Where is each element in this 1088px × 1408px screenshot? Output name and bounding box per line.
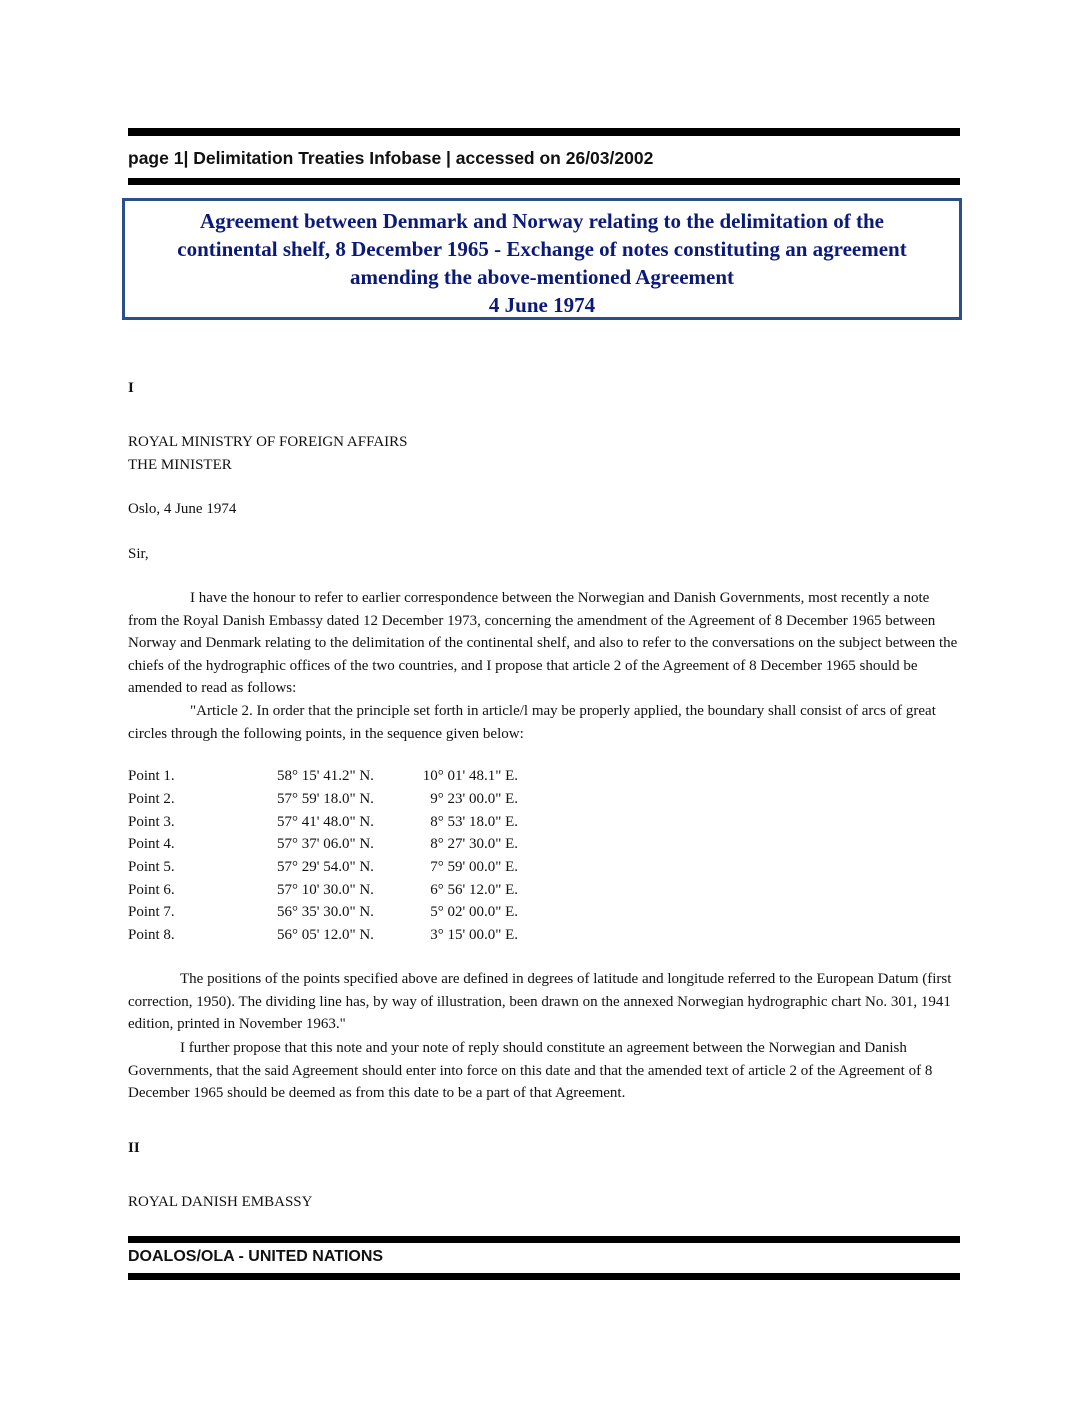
point-latitude: 57° 10' 30.0" N.: [277, 882, 374, 898]
point-latitude: 56° 35' 30.0" N.: [277, 904, 374, 920]
point-longitude: 7° 59' 00.0" E.: [430, 859, 518, 875]
point-latitude: 58° 15' 41.2" N.: [277, 768, 374, 784]
point-longitude: 8° 27' 30.0" E.: [430, 836, 518, 852]
paragraph-2: [128, 700, 962, 745]
point-longitude: 5° 02' 00.0" E.: [430, 904, 518, 920]
point-longitude: 9° 23' 00.0" E.: [430, 791, 518, 807]
paragraph-1: [128, 587, 962, 700]
point-latitude: 57° 29' 54.0" N.: [277, 859, 374, 875]
point-latitude: 57° 41' 48.0" N.: [277, 814, 374, 830]
point-label: Point 5.: [128, 859, 175, 875]
document-title-box: [122, 198, 962, 320]
point-row: [128, 833, 548, 856]
sender-line-1: ROYAL MINISTRY OF FOREIGN AFFAIRS: [128, 434, 408, 450]
footer-top-rule: [128, 1236, 960, 1243]
paragraph-4-text: I further propose that this note and your note of reply should constitute an agreement between the Norwegian and Danish Governments, that the said Agreement should enter into force on this date and that the amended text of article 2 of the Agreement of 8 December 1965 should be deemed as from this date to be a part of that Agreement.: [128, 1040, 933, 1102]
sender-line-2: THE MINISTER: [128, 457, 232, 473]
section-numeral-2: II: [128, 1140, 140, 1156]
page-footer: DOALOS/OLA - UNITED NATIONS: [128, 1248, 384, 1265]
point-label: Point 6.: [128, 882, 175, 898]
paragraph-3-text: The positions of the points specified above are defined in degrees of latitude and longitude referred to the European Datum (first correction, 1950). The dividing line has, by way of illustration, been drawn on the annexed Norwegian hydrographic chart No. 301, 1941 edition, printed in November 1963.": [128, 971, 952, 1033]
point-row: [128, 856, 548, 879]
point-longitude: 10° 01' 48.1" E.: [422, 768, 518, 784]
point-label: Point 7.: [128, 904, 175, 920]
point-latitude: 57° 59' 18.0" N.: [277, 791, 374, 807]
title-line-1: Agreement between Denmark and Norway relating to the delimitation of the: [200, 209, 884, 233]
point-label: Point 3.: [128, 814, 175, 830]
section-numeral-1: I: [128, 380, 134, 396]
sender-line-embassy: ROYAL DANISH EMBASSY: [128, 1194, 313, 1210]
point-row: [128, 765, 548, 788]
point-latitude: 57° 37' 06.0" N.: [277, 836, 374, 852]
paragraph-4: [128, 1037, 962, 1105]
header-top-rule: [128, 128, 960, 136]
paragraph-2-text: "Article 2. In order that the principle set forth in article/l may be properly applied, the boundary shall consist of arcs of great circles through the following points, in the sequence given below:: [128, 703, 936, 742]
point-row: [128, 924, 548, 947]
page-header: page 1| Delimitation Treaties Infobase | accessed on 26/03/2002: [128, 148, 654, 168]
point-row: [128, 879, 548, 902]
point-longitude: 8° 53' 18.0" E.: [430, 814, 518, 830]
point-longitude: 3° 15' 00.0" E.: [430, 927, 518, 943]
title-line-2: continental shelf, 8 December 1965 - Exchange of notes constituting an agreement: [177, 237, 907, 261]
point-row: [128, 811, 548, 834]
point-row: [128, 788, 548, 811]
footer-bottom-rule: [128, 1273, 960, 1280]
paragraph-3: [128, 968, 962, 1036]
point-label: Point 8.: [128, 927, 175, 943]
paragraph-1-text: I have the honour to refer to earlier correspondence between the Norwegian and Danish Governments, most recently a note from the Royal Danish Embassy dated 12 December 1973, concerning the amendment of the Agreement of 8 December 1965 between Norway and Denmark relating to the delimitation of the continental shelf, and also to refer to the conversations on the subject between the chiefs of the hydrographic offices of the two countries, and I propose that article 2 of the Agreement of 8 December 1965 should be amended to read as follows:: [128, 590, 958, 697]
point-label: Point 1.: [128, 768, 175, 784]
point-label: Point 2.: [128, 791, 175, 807]
place-date: Oslo, 4 June 1974: [128, 501, 237, 517]
point-longitude: 6° 56' 12.0" E.: [430, 882, 518, 898]
header-bottom-rule: [128, 178, 960, 185]
point-label: Point 4.: [128, 836, 175, 852]
title-line-3: amending the above-mentioned Agreement: [350, 265, 734, 289]
point-row: [128, 901, 548, 924]
title-line-4: 4 June 1974: [488, 293, 596, 317]
point-latitude: 56° 05' 12.0" N.: [277, 927, 374, 943]
salutation: Sir,: [128, 546, 149, 562]
